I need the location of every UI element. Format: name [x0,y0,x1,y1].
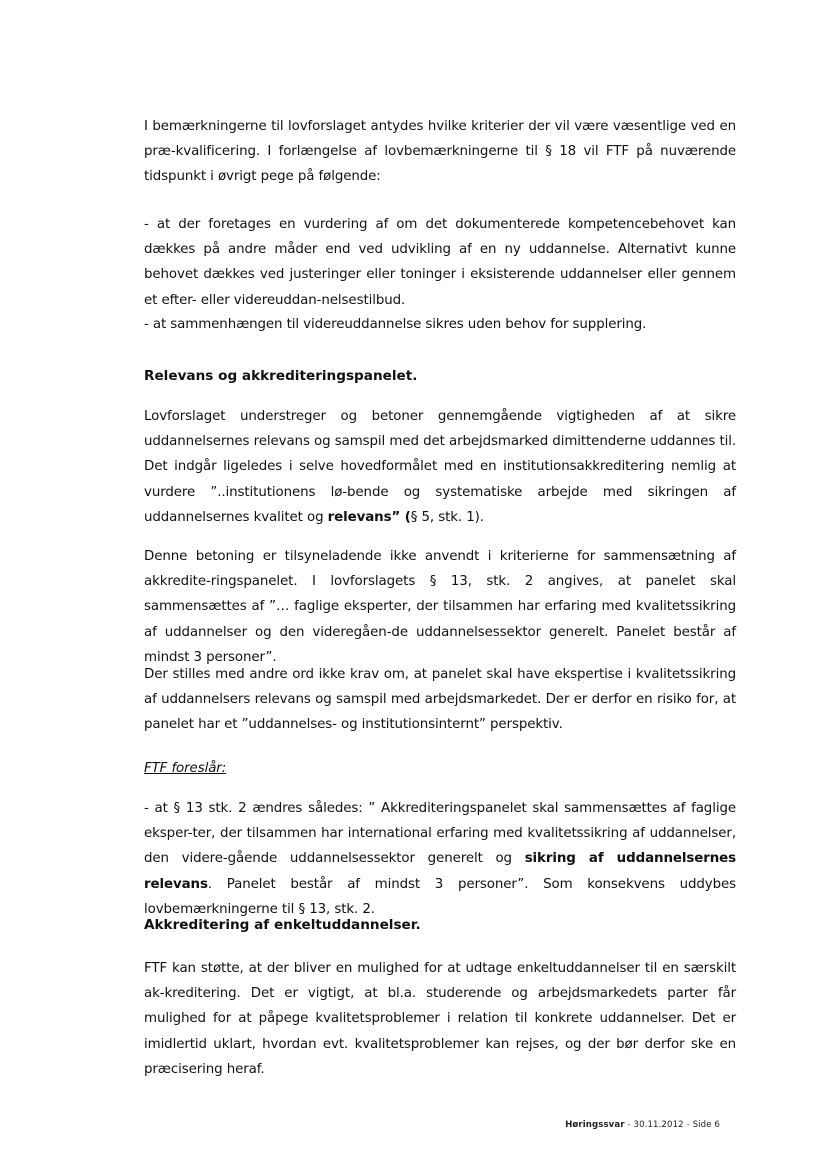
paragraph-requirements: Der stilles med andre ord ikke krav om, at panelet skal have ekspertise i kvalitetssikring af uddannelsers relevans og samspil med arbejdsmarkedet. Der er derfor en risiko for, at panelet har et ”uddannelses- og institutionsinternt” perspektiv. [144,667,736,733]
paragraph-proposal-end: . Panelet består af mindst 3 personer”. Som konsekvens uddybes lovbemærkningerne til § 13, stk. 2. [144,876,736,917]
page-footer [565,1120,720,1130]
heading-single-accreditation: Akkreditering af enkeltuddannelser. [144,917,421,933]
footer-date: 30.11.2012 [633,1120,684,1130]
proposal-label: FTF foreslår: [144,761,227,776]
paragraph-relevance-bold: relevans” ( [327,509,411,525]
intro-paragraph: I bemærkningerne til lovforslaget antydes hvilke kriterier der vil være væsentlige ved en præ-kvalificering. I forlængelse af lovbemærkningerne til § 18 vil FTF på nuværende tidspunkt i øvrigt pege på følgende: [144,119,736,185]
footer-page-number: Side 6 [692,1120,720,1130]
paragraph-relevance-ref: § 5, stk. 1). [410,509,484,525]
paragraph-relevance [144,404,736,530]
paragraph-proposal-bold: sikring af uddannelsernes relevans [144,851,736,892]
footer-separator: - [627,1120,631,1130]
bullet-further-education: - at sammenhængen til videreuddannelse sikres uden behov for supplering. [144,317,647,332]
footer-separator: - [686,1120,690,1130]
paragraph-relevance-text: Lovforslaget understreger og betoner gennemgående vigtigheden af at sikre uddannelsernes relevans og samspil med det arbejdsmarked dimittenderne uddannes til. Det indgår ligeledes i selve hovedformålet med en institutionsakkreditering nemlig at vurdere ”..institutionens lø-bende og systematiske arbejde med sikringen af uddannelsernes kvalitet og [144,409,736,525]
heading-relevance-panel: Relevans og akkrediteringspanelet. [144,368,418,384]
bullet-competence-need: - at der foretages en vurdering af om det dokumenterede kompetencebehovet kan dækkes på andre måder end ved udvikling af en ny uddannelse. Alternativt kunne behovet dækkes ved justeringer eller toninger i eksisterende uddannelser eller gennem et efter- eller videreuddan-nelsestilbud. [144,217,736,308]
paragraph-proposal-text: - at § 13 stk. 2 ændres således: ” Akkrediteringspanelet skal sammensættes af faglige eksper-ter, der tilsammen har international erfaring med kvalitetssikring af uddannelser, den videre-gående uddannelsessektor generelt og [144,801,736,867]
paragraph-emphasis: Denne betoning er tilsyneladende ikke anvendt i kriterierne for sammensætning af akkredite-ringspanelet. I lovforslagets § 13, stk. 2 angives, at panelet skal sammensættes af ”… faglige eksperter, der tilsammen har erfaring med kvalitetssikring af uddannelser og den videregåen-de uddannelsessektor generelt. Panelet består af mindst 3 personer”. [144,549,736,665]
paragraph-single-accreditation: FTF kan støtte, at der bliver en mulighed for at udtage enkeltuddannelser til en særskilt ak-kreditering. Det er vigtigt, at bl.a. studerende og arbejdsmarkedets parter får mulighed for at påpege kvalitetsproblemer i relation til konkrete uddannelser. Det er imidlertid uklart, hvordan evt. kvalitetsproblemer kan rejses, og der bør derfor ske en præcisering heraf. [144,961,736,1077]
paragraph-proposal [144,796,736,922]
footer-title: Høringssvar [565,1120,625,1130]
